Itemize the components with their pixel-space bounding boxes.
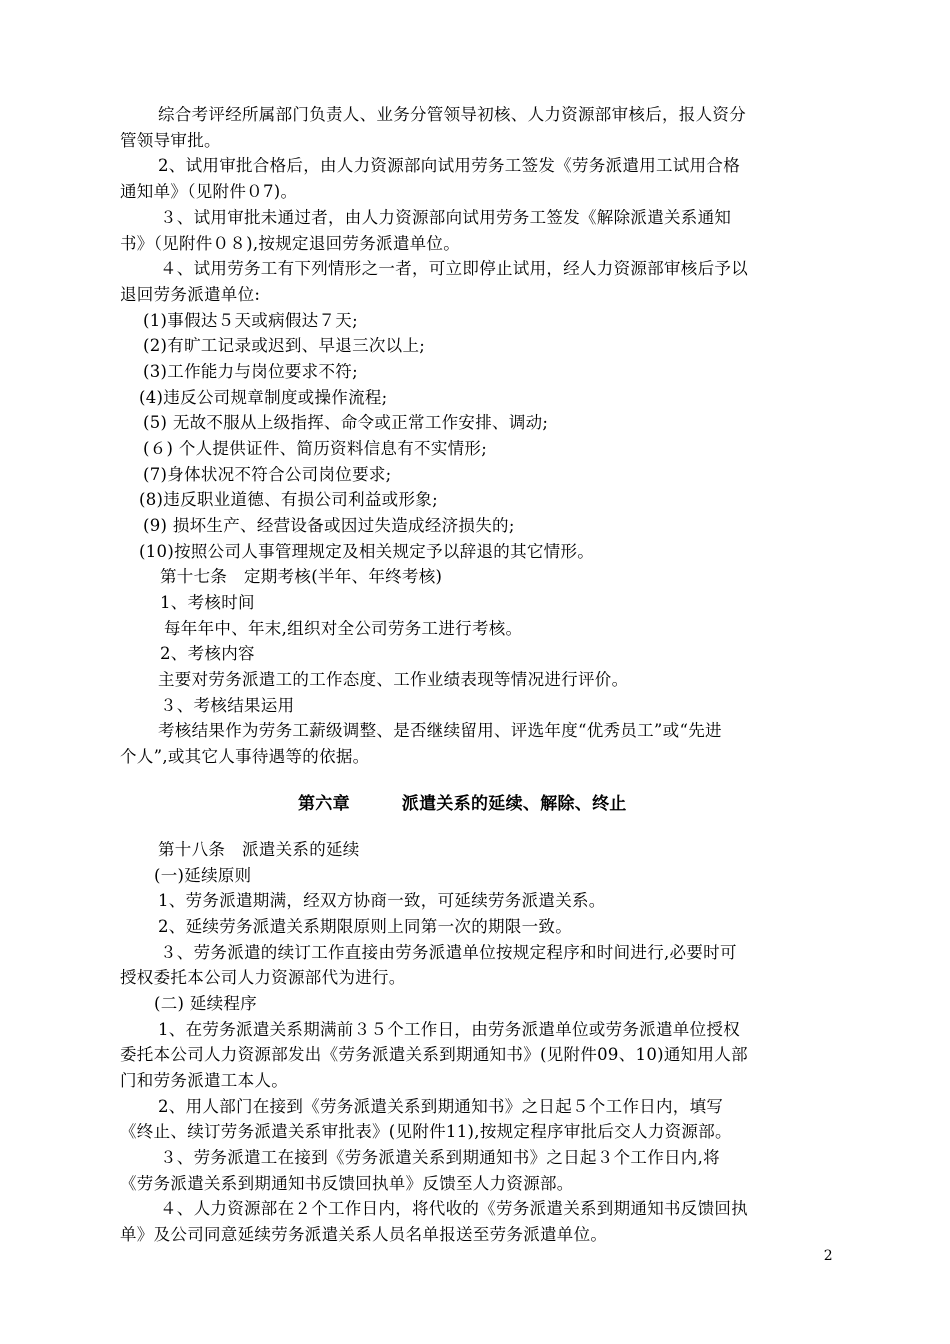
text-line: ３、试用审批未通过者，由人力资源部向试用劳务工签发《解除派遣关系通知 <box>160 208 732 227</box>
text-line: 1、在劳务派遣关系期满前３５个工作日，由劳务派遣单位或劳务派遣单位授权 <box>158 1020 740 1039</box>
text-line: 主要对劳务派遣工的工作态度、工作业绩表现等情况进行评价。 <box>158 670 629 689</box>
chapter-heading: 第六章 派遣关系的延续、解除、终止 <box>298 794 627 814</box>
text-line: ３、考核结果运用 <box>160 696 295 715</box>
text-line: 2、用人部门在接到《劳务派遣关系到期通知书》之日起５个工作日内，填写 <box>158 1097 724 1116</box>
text-line: (1)事假达５天或病假达７天; <box>143 311 358 330</box>
text-line: (６) 个人提供证件、简历资料信息有不实情形; <box>143 439 488 458</box>
text-line: 第十七条 定期考核(半年、年终考核) <box>160 567 443 586</box>
text-line: 通知单》（见附件０7)。 <box>120 182 298 201</box>
text-line: (2)有旷工记录或迟到、早退三次以上; <box>143 336 426 355</box>
text-line: 《劳务派遣关系到期通知书反馈回执单》反馈至人力资源部。 <box>120 1174 574 1193</box>
text-line: 门和劳务派遣工本人。 <box>120 1071 288 1090</box>
text-line: 委托本公司人力资源部发出《劳务派遣关系到期通知书》(见附件09、10)通知用人部 <box>120 1045 748 1064</box>
text-line: (7)身体状况不符合公司岗位要求; <box>143 465 392 484</box>
text-line: ３、劳务派遣的续订工作直接由劳务派遣单位按规定程序和时间进行,必要时可 <box>160 943 737 962</box>
text-line: (8)违反职业道德、有损公司利益或形象; <box>139 490 438 509</box>
text-line: 2、延续劳务派遣关系期限原则上同第一次的期限一致。 <box>158 917 572 936</box>
text-line: ４、试用劳务工有下列情形之一者，可立即停止试用，经人力资源部审核后予以 <box>160 259 748 278</box>
text-line: 第十八条 派遣关系的延续 <box>158 840 360 859</box>
text-line: 授权委托本公司人力资源部代为进行。 <box>120 968 406 987</box>
text-line: 个人”,或其它人事待遇等的依据。 <box>120 747 370 766</box>
text-line: (一)延续原则 <box>154 866 252 885</box>
text-line: 考核结果作为劳务工薪级调整、是否继续留用、评选年度“优秀员工”或“先进 <box>158 721 722 740</box>
text-line: (10)按照公司人事管理规定及相关规定予以辞退的其它情形。 <box>139 542 595 561</box>
text-line: 1、考核时间 <box>160 593 255 612</box>
text-line: ４、人力资源部在２个工作日内，将代收的《劳务派遣关系到期通知书反馈回执 <box>160 1199 748 1218</box>
page-number: 2 <box>823 1248 833 1264</box>
text-line: 2、考核内容 <box>160 644 255 663</box>
text-line: 1、劳务派遣期满，经双方协商一致，可延续劳务派遣关系。 <box>158 891 606 910</box>
text-line: 管领导审批。 <box>120 131 221 150</box>
text-line: 退回劳务派遣单位: <box>120 285 261 304</box>
text-line: 单》及公司同意延续劳务派遣关系人员名单报送至劳务派遣单位。 <box>120 1225 608 1244</box>
text-line: (3)工作能力与岗位要求不符; <box>143 362 358 381</box>
text-line: 每年年中、年末,组织对全公司劳务工进行考核。 <box>164 619 523 638</box>
text-line: (二) 延续程序 <box>154 994 258 1013</box>
text-line: (5) 无故不服从上级指挥、命令或正常工作安排、调动; <box>143 413 549 432</box>
text-line: 《终止、续订劳务派遣关系审批表》(见附件11),按规定程序审批后交人力资源部。 <box>120 1122 732 1141</box>
text-line: 2、试用审批合格后，由人力资源部向试用劳务工签发《劳务派遣用工试用合格 <box>158 156 740 175</box>
text-line: 综合考评经所属部门负责人、业务分管领导初核、人力资源部审核后，报人资分 <box>158 105 746 124</box>
text-line: (9) 损坏生产、经营设备或因过失造成经济损失的; <box>143 516 515 535</box>
text-line: 书》（见附件０８),按规定退回劳务派遣单位。 <box>120 234 461 253</box>
text-line: (4)违反公司规章制度或操作流程; <box>139 388 388 407</box>
text-line: ３、劳务派遣工在接到《劳务派遣关系到期通知书》之日起３个工作日内,将 <box>160 1148 720 1167</box>
